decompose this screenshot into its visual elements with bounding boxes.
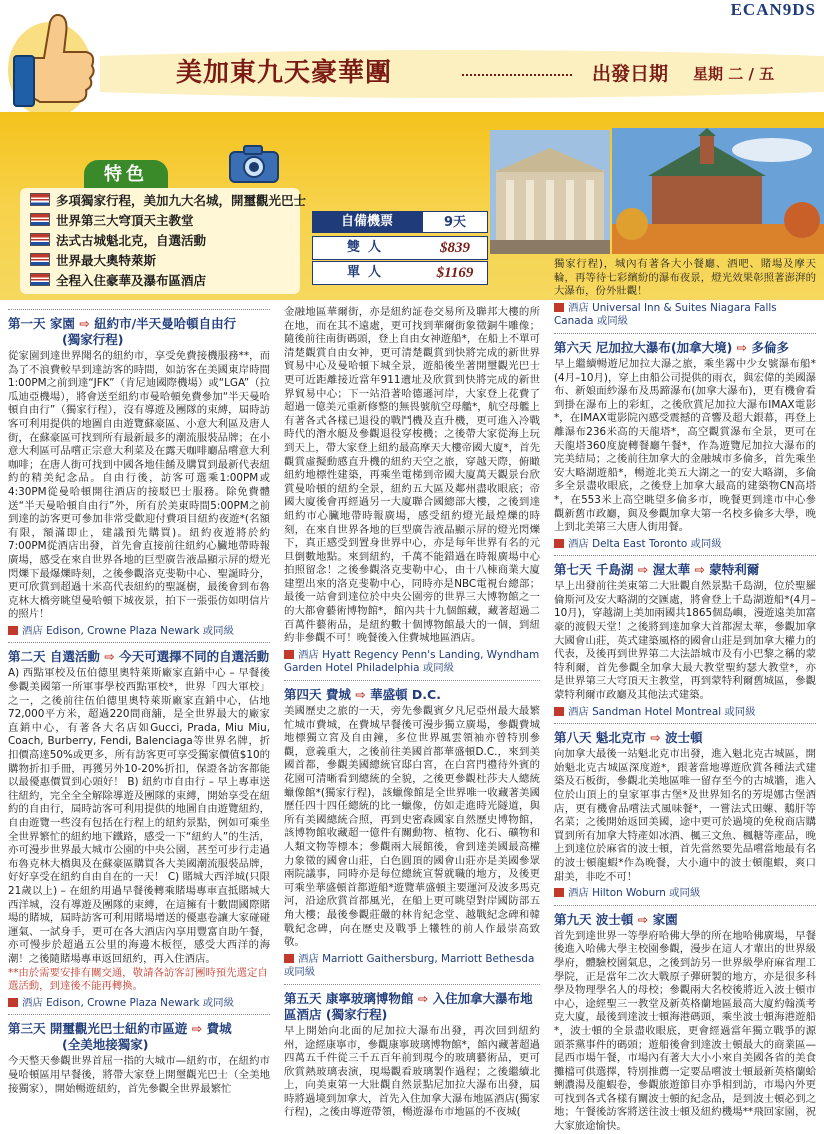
arrow-icon: ⇨ bbox=[694, 562, 705, 578]
day-9-title: 第九天 波士頓 ⇨ 家園 bbox=[554, 911, 678, 927]
day-4-title: 第四天 費城 ⇨ 華盛頓 D.C. bbox=[284, 687, 441, 703]
day-4-hotel: 酒店 Marriott Gaithersburg, Marriott Bethesda 或同級 bbox=[284, 952, 535, 979]
us-flag-icon bbox=[30, 233, 50, 246]
hotel-icon bbox=[554, 707, 564, 716]
page-title: 美加東九天豪華團 bbox=[176, 58, 393, 88]
feature-item: 全程入住豪華及瀑布區酒店 bbox=[30, 272, 206, 290]
day-divider bbox=[554, 723, 816, 724]
day-7-hotel: 酒店 Sandman Hotel Montreal 或同級 bbox=[554, 706, 816, 720]
day-divider bbox=[554, 905, 816, 906]
price-value: $1169 bbox=[436, 265, 474, 281]
hotel-icon bbox=[554, 888, 564, 897]
day-7-body: 早上出發前往美東第二大壯觀自然景點千島湖，位於聖羅倫斯河及安大略湖的交匯處，將會登上千島湖遊船*(4月–10月)，穿越湖上美加兩國共1865個島嶼，漫遊遠美加富豪的渡假天堂！之後將到達加拿大首都渥太華，參觀加拿大國會山莊，英式建築風格的國會山莊是到加拿大權力的代表，及後再到世界第二大法語城市及有小巴黎之稱的蒙特利爾，首先參觀全加拿大最大教堂聖約瑟大教堂*，亦是世界第三大穹頂天主教堂，再到蒙特利爾舊城區，參觀蒙特利爾市政廳及其他法式建築。 bbox=[554, 580, 816, 702]
day-divider bbox=[284, 984, 540, 985]
hotel-icon bbox=[284, 650, 294, 659]
us-flag-icon bbox=[30, 253, 50, 266]
day-5-hotel: 酒店 Universal Inn & Suites Niagara Falls Canada 或同級 bbox=[554, 301, 777, 328]
features-list bbox=[20, 188, 307, 294]
feature-item: 世界最大奧特萊斯 bbox=[30, 252, 156, 270]
hotel-icon bbox=[8, 626, 18, 635]
depart-label: 出發日期 bbox=[592, 63, 669, 85]
day-9-body: 首先到達世界一等學府哈佛大學的所在地哈佛廣場，早餐後進入哈佛大學主校園參觀，漫步在這人才輩出的世界級學府，體驗校園氣息，之後到訪另一世界級學府麻省理工學院，正是當年二次大戰原子彈研製的地方，亦是很多科學及物理學名人的母校；參觀兩大名校後將近入波士頓市中心，途經聖三一教堂及新英格蘭地區最高大廈約翰漢考克大廈，最後到達波士頓海港碼頭，乘坐波士頓海港遊船*，波士頓的全景盡收眼底，更會經過當年獨立戰爭的源頭茶黨事件的碼頭；遊船後會到達波士頓最大的商業區—昆西市場午餐，市場內有著大大小小來自美國各省的美食攤檔可供選擇，特別推薦一定要品嚐波士頓最新英格蘭蛤蜊濃湯及龍蝦卷，參觀旅遊節目亦爭相到訪，市場內外更可找到各式各樣有關波士頓的紀念品，是到波士頓必到之地；午餐後訪客將送往波士頓及紐約機場**飛回家園，祝大家旅途愉快。 bbox=[554, 929, 816, 1133]
day-2-note: **由於需要安排有關交通，敬請各訪客訂團時預先選定自選活動，到達後不能再轉換。 bbox=[8, 966, 268, 993]
day-6-hotel: 酒店 Delta East Toronto 或同級 bbox=[554, 538, 816, 552]
day-5-body-cont: 獨家行程)，城內有著各大小餐廳、酒吧、賭場及摩天輪，再等待七彩繽紛的瀑布夜景，燈光效果彰照著澎湃的大瀑布，份外壯觀！ bbox=[554, 258, 816, 298]
day-3-hotel: 酒店 Hyatt Regency Penn's Landing, Wyndham Garden Hotel Philadelphia 或同級 bbox=[284, 648, 540, 675]
price-table bbox=[312, 211, 488, 285]
price-row bbox=[312, 236, 488, 260]
day-2-title: 第二天 自選活動 ⇨ 今天可選擇不同的自選活動 bbox=[8, 649, 270, 665]
day-divider bbox=[8, 642, 270, 643]
depart-weekday: 星期 二 / 五 bbox=[693, 65, 775, 83]
tour-code: ECAN9DS bbox=[730, 0, 816, 19]
hotel-icon bbox=[554, 539, 564, 548]
price-label: 雙人 bbox=[346, 240, 389, 255]
day-3-body-cont: 金融地區華爾街，亦是紐約証卷交易所及聯邦大樓的所在地，而在其不遠處，更可找到華爾街象徵銅牛雕像；隨後前往南街碼頭，登上自由女神遊船*，在船上不單可清楚觀賞自由女神，更可清楚觀賞到快將完成的新世界貿易中心及曼哈頓下城全景，遊船後坐著開璽觀光巴士更可近距離接近當年911遺址及欣賞到快將完成的新世界貿易中心；下一站沿著哈德遜河岸，大家登上花費了超過一億美元重新修整的無畏號航空母艦*，航空母艦上有著各式各樣已退役的戰鬥機及直升機，更可進入冷戰時代的潛水艇及參觀退役穿梭機；之後帶大家從海上玩到天上，帶大家登上紐約最高摩天大樓帝國大廈*，首先觀賞虛擬動感直升機的紐約天空之旅，穿越天際，俯瞰紐約地標性建築，再乘坐電梯到帝國大廈萬天觀景台欣賞曼哈頓的紐約全景，紐約五大區及鄰州盡收眼底；帝國大廈後會再經過另一大廈聯合國總部大樓，之後到達紐約市心臟地帶時報廣場，感受紐約燈光最煌爍的時刻，在來自世界各地的巨型廣告液晶顯示屏的燈光閃爍下，真正感受到置身世界中心，亦是每年世界有名的元旦倒數地點。來到紐約，千萬不能錯過在時報廣場中心拍照留念！之後參觀洛克斐勒中心，由十八棟商業大廈建塑出來的洛克斐勒中心，同時亦是NBC電視台總部；最後一站會到達位於中央公園旁的世界三大博物館之一的大都會藝術博物館*，館內共十九個館藏，藏著超過二百萬件藝術品，是紐約數十個博物館最大的一個，到紐約非參觀不可！晚餐後入住費城地區酒店。 bbox=[284, 306, 540, 645]
itinerary-column-3 bbox=[554, 258, 816, 1134]
day-1-hotel: 酒店 Edison, Crowne Plaza Newark 或同級 bbox=[8, 625, 270, 639]
price-header-label: 自備機票 bbox=[340, 214, 393, 229]
day-divider bbox=[554, 333, 816, 334]
features-heading: 特色 bbox=[84, 160, 168, 190]
arrow-icon: ⇨ bbox=[79, 316, 90, 331]
itinerary-column-2 bbox=[284, 306, 540, 1120]
us-flag-icon bbox=[30, 213, 50, 226]
day-8-title: 第八天 魁北克市 ⇨ 波士頓 bbox=[554, 730, 703, 746]
price-row bbox=[312, 261, 488, 285]
day-divider bbox=[554, 555, 816, 556]
us-flag-icon bbox=[30, 273, 50, 286]
thumbs-up-icon bbox=[0, 0, 110, 125]
arrow-icon: ⇨ bbox=[191, 1021, 203, 1037]
day-3-body: 今天整天參觀世界首屈一指的大城市—紐約市，在紐約市曼哈頓區用早餐後，將帶大家登上開璽觀光巴士（全美地接獨家），開始暢遊紐約，首先參觀全世界最繁忙 bbox=[8, 1055, 270, 1095]
feature-item: 世界第三大穹頂天主教堂 bbox=[30, 212, 194, 230]
feature-item: 法式古城魁北克，自選活動 bbox=[30, 232, 206, 250]
day-1-body: 從家園到達世界聞名的紐約市，享受免費接機服務**，而為了不浪費較早到達訪客的時間，如訪客在美國東岸時間1:00PM之前到達“JFK”（肯尼迪國際機場）或“LGA”（拉瓜迪亞機場），將會送至紐約市曼哈頓免費參加“半天曼哈頓自由行”（獨家行程），沒有導遊及團隊的束縛，屆時訪客可利用提供的地圖自由遊覽蘇豪區、小意大利區及唐人街，在蘇豪區可找到所有最新最多的潮流服裝品牌；在小意大利區可品嚐正宗意大利菜及在露天咖啡廳品嚐意大利咖啡；在唐人街可找到中國各地佳餚及購買到最新代表紐約的精美紀念品。自由行後，訪客可選乘1:00PM或4:30PM從曼哈頓開往酒店的接駁巴士服務。除免費體送“半天曼哈頓自由行”外，所有於美東時間5:00PM之前到達的訪客更可參加非常受歡迎付費項目紐約夜遊*(名額有限，額滿即止，建議預先購買)。紐約夜遊將於約7:00PM從酒店出發，首先會直接前往紐約心臟地帶時報廣場，感受在來自世界各地的巨型廣告液晶顯示屏的燈光閃爍下最爆爍時刻，之後參觀洛克斐勒中心、聖誕時分，更可欣賞到超過十米高代表紐約的聖誕樹，最後會到布魯克林大橋旁眺望曼哈頓下城夜景，拍下一張張仿如明信片的照片！ bbox=[8, 350, 270, 621]
hotel-icon bbox=[8, 998, 18, 1007]
us-flag-icon bbox=[30, 193, 50, 206]
camera-icon bbox=[226, 138, 286, 186]
price-label: 單人 bbox=[346, 265, 389, 280]
arrow-icon: ⇨ bbox=[417, 990, 429, 1006]
arrow-icon: ⇨ bbox=[650, 730, 661, 746]
day-1-title: 第一天 家園 ⇨ 紐約市/半天曼哈頓自由行 (獨家行程) bbox=[8, 316, 237, 347]
arrow-icon: ⇨ bbox=[637, 562, 649, 578]
hotel-icon bbox=[284, 954, 294, 963]
day-5-title: 第五天 康寧玻璃博物館 ⇨ 入住加拿大瀑布地區酒店 (獨家行程) bbox=[284, 990, 533, 1022]
day-divider bbox=[284, 680, 540, 681]
day-7-title: 第七天 千島湖 ⇨ 渥太華 ⇨ 蒙特利爾 bbox=[554, 562, 760, 578]
day-divider bbox=[8, 1014, 270, 1015]
day-4-body: 美國歷史之旅的一天，旁先參觀賓夕凡尼亞州最大最繁忙城市費城，在費城早餐後可漫步獨立廣場，參觀費城地標獨立宮及自由鐘，多位世界風雲領袖亦曾特別參觀，意義重大，之後前往美國首都華盛頓D.C.，來到美國首都，參觀美國總統官邸白宮，在白宮門禮待外賓的花園可清晰看到總統的全貌，之後更參觀杜莎夫人總統蠟像館*(獨家行程)，該蠟像館是全世界唯一收藏著美國歷任四十四任總統的比一蠟像，仿如走進時光隧道，與所有美國總統合照，再到史密森國家自然歷史博物館，該博物館收藏超一億件有關動物、植物、化石、礦物和人類文物等標本；參觀兩大展館後，會到達美國最高權力象徵的國會山莊，白色圓頂的國會山莊亦是美國參眾兩院議事，同時亦是每位總統宣誓就職的地方，及後更可乘坐華盛頓首都遊船*遊覽華盛頓主要運河及波多馬克河，沿途欣賞首都風光，在船上更可眺望對岸國防部五角大樓；最後參觀莊嚴的林肯紀念堂、越戰紀念碑和韓戰紀念碑，向在歷史及戰爭上犧牲的前人作最崇高致敬。 bbox=[284, 705, 540, 949]
arrow-icon: ⇨ bbox=[355, 687, 366, 703]
header-divider bbox=[462, 74, 572, 76]
day-2-body: A) 西點軍校及伍伯德里奧特萊斯廠家直銷中心 – 早餐後參觀美國第一所軍事學校西點軍校*，世界「四大軍校」之一，之後前往伍伯德里奧特萊斯廠家直銷中心，佔地72,000平方米，超過220間商舖，是全世界最大的廠家直銷中心，有著各大名店如Gucci, Prada, Miu Miu, Coach, Burberry, Fendi, Balenciaga等世界名牌，折扣價高達50%或更多，所有訪客更可享受獨家價值$10的購物折扣手冊，再獲另外10-20%折扣，保證各訪客都能以最優惠價買到心頭好！ B) 紐約市自由行 – 早上專車送往紐約，完全全全解除導遊及團隊的束縛，開始享受在紐約的自由行，屆時訪客可利用提供的地圖自由遊覽紐約，自由遊覽一些沒有包括在行程上的紐約景點，例如可乘坐全世界繁忙的紐約地下鐵路，感受一下“紐約人”的生活，亦可漫步世界最大城市公園的中央公園，甚至可步行走過布魯克林大橋與及在蘇豪區購買各大美國潮流服裝品牌，好好享受在紐約自由自在的一天！ C) 賭城大西洋城(只限21歲以上) – 在紐約用過早餐後轉乘賭場專車直抵賭城大西洋城，沒有導遊及團隊的束縛，在這擁有十數間國際賭場的賭城，屆時訪客可利用賭場增送的優惠卷讓大家碰碰運氣、一試身手，更可在各大酒店內享用豐富自助午餐，亦可慢步於超過五公里的海邊木板徑，感受大西洋的海潮！之後隨賭場專車返回紐約，再入住酒店。 bbox=[8, 667, 270, 965]
day-3-title: 第三天 開璽觀光巴士紐約市區遊 ⇨ 費城 (全美地接獨家) bbox=[8, 1021, 232, 1053]
arrow-icon: ⇨ bbox=[637, 911, 649, 927]
hotel-icon bbox=[554, 303, 564, 312]
feature-item: 多項獨家行程，美加九大名城，開璽觀光巴士 bbox=[30, 192, 306, 210]
day-8-body: 向加拿大最後一站魁北克市出發，進入魁北克古城區，開始魁北克古城區深度遊*，跟著當地導遊欣賞各種法式建築及石板街，參觀北美地區唯一留存至今的古城牆，進入位於山頂上的皇家軍事古堡*及世界知名的芳堤娜古堡酒店，更有機會品嚐法式風味餐*，一嘗法式田螺、鵝肝等名菜；之後開始返回美國，途中更可於過境的免稅商店購買到所有加拿大特產如冰酒、楓三文魚、楓糖等產品，晚上到達位於麻省的波士頓，首先當然要先品嚐當地最有名的波士頓龍蝦*作為晚餐，大小適中的波士頓龍蝦，爽口甜美，非吃不可！ bbox=[554, 748, 816, 883]
arrow-icon: ⇨ bbox=[104, 649, 115, 665]
day-divider bbox=[8, 309, 270, 310]
price-header-days: 9天 bbox=[422, 211, 488, 233]
day-2-hotel: 酒店 Edison, Crowne Plaza Newark 或同級 bbox=[8, 997, 270, 1011]
day-5-body: 早上開始向北面的尼加拉大瀑布出發，再次回到紐約州，途經康寧市，參觀康寧玻璃博物館*，館內藏著超過四萬五千件從三千五百年前到現今的玻璃藝術品，更可欣賞熱玻璃表演，現場觀看玻璃製作過程；之後繼續北上，向美東第一大壯觀自然景點尼加拉大瀑布出發，屆時將過境到加拿大，首先入住加拿大瀑布地區酒店(獨家行程)，之後由導遊帶領，暢遊瀑布市地區的不夜城( bbox=[284, 1024, 540, 1119]
museum-photo bbox=[490, 130, 610, 254]
itinerary-column-1 bbox=[8, 306, 270, 1096]
price-value: $839 bbox=[440, 240, 470, 256]
day-6-title: 第六天 尼加拉大瀑布(加拿大境) ⇨ 多倫多 bbox=[554, 339, 789, 355]
day-8-hotel: 酒店 Hilton Woburn 或同級 bbox=[554, 887, 816, 901]
chateau-frontenac-photo bbox=[612, 128, 824, 254]
arrow-icon: ⇨ bbox=[736, 339, 748, 355]
price-header bbox=[312, 211, 488, 233]
day-6-body: 早上繼續暢遊尼加拉大瀑之旅，乘坐霧中少女號瀑布船*(4月–10月)，穿上由船公司提供的雨衣，與宏偉的美國瀑布、新娘面紗瀑布及馬蹄瀑布(加拿大瀑布)，更有機會看到掛在瀑布上的彩虹，之後欣賞尼加拉大瀑布IMAX電影*，在IMAX電影院內感受震撼的音響及超大銀幕，再登上離瀑布236米高的天龍塔*，高空觀賞瀑布全景，更可在天龍塔360度旋轉餐廳午餐*，作為遊覽尼加拉大瀑布的完美結局；之後前往加拿大的金融城市多倫多，首先乘坐安大略湖遊船*，暢遊北美五大湖之一的安大略湖，多倫多全景盡收眼底，之後登上加拿大最高的建築物CN高塔*，在553米上高空眺望多倫多市，晚餐更到達市中心參觀新舊市政廳，與及參觀加拿大第一名校多倫多大學，晚上到北美第三大唐人街用餐。 bbox=[554, 357, 816, 534]
